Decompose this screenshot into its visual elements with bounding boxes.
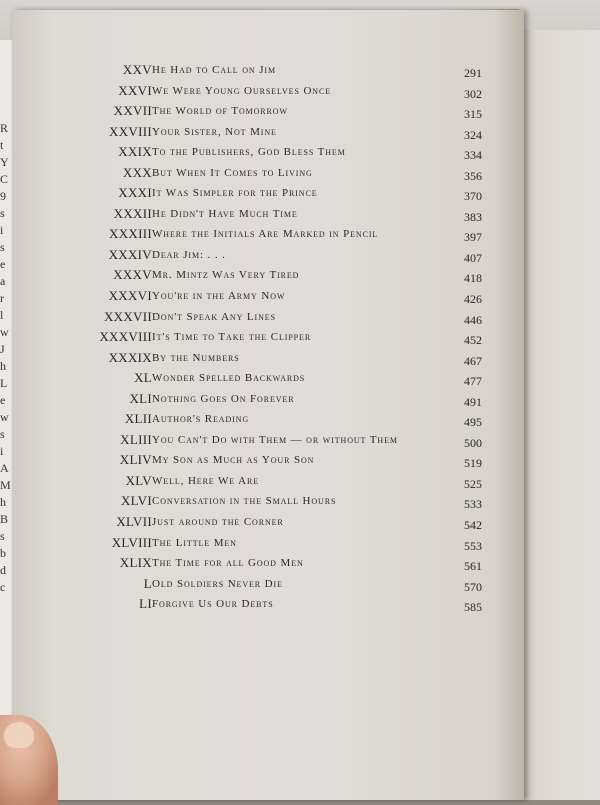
toc-row: [12, 409, 524, 430]
left-edge-glyph: r: [0, 291, 4, 305]
chapter-number: XXXVIII: [99, 329, 152, 345]
chapter-number: XXVI: [118, 82, 152, 98]
chapter-page-number: 533: [464, 497, 482, 512]
chapter-title: Don't Speak Any Lines: [152, 310, 276, 323]
left-edge-glyph: 9: [0, 189, 6, 203]
toc-row: [12, 122, 524, 143]
chapter-title: The Little Men: [152, 536, 237, 549]
left-edge-glyph: w: [0, 410, 9, 424]
left-edge-glyph: L: [0, 376, 8, 390]
chapter-page-number: 500: [464, 435, 482, 450]
chapter-title: It Was Simpler for the Prince: [152, 187, 318, 200]
chapter-page-number: 315: [464, 107, 482, 122]
thumb-nail: [4, 722, 34, 748]
chapter-number: XLIV: [119, 452, 152, 468]
chapter-page-number: 446: [464, 312, 482, 327]
chapter-number: XXV: [122, 62, 152, 77]
toc-row: [12, 553, 524, 574]
chapter-title: By the Numbers: [152, 351, 240, 364]
chapter-page-number: 570: [464, 579, 482, 594]
table-of-contents: [12, 60, 524, 615]
chapter-number: XXXI: [118, 185, 152, 201]
chapter-title: Nothing Goes On Forever: [152, 392, 295, 405]
chapter-title: Wonder Spelled Backwards: [152, 372, 306, 385]
left-edge-glyph: i: [0, 444, 4, 458]
chapter-title: Old Soldiers Never Die: [152, 577, 283, 590]
chapter-title: My Son as Much as Your Son: [152, 454, 315, 467]
chapter-title: But When It Comes to Living: [152, 166, 313, 179]
chapter-title: Well, Here We Are: [152, 474, 260, 487]
chapter-page-number: 452: [464, 333, 482, 348]
toc-row: [12, 307, 524, 328]
chapter-number: XXXVI: [108, 288, 152, 304]
left-edge-glyph: s: [0, 427, 5, 441]
chapter-title: The World of Tomorrow: [152, 105, 288, 118]
chapter-page-number: 291: [464, 66, 482, 80]
chapter-title: Where the Initials Are Marked in Pencil: [152, 228, 379, 241]
chapter-page-number: 302: [464, 86, 482, 101]
chapter-number: XXXIX: [108, 349, 152, 365]
left-edge-glyph: s: [0, 529, 5, 543]
chapter-title: Forgive Us Our Debts: [152, 598, 274, 611]
toc-row: [12, 224, 524, 245]
toc-row: [12, 286, 524, 307]
left-edge-glyph: B: [0, 512, 9, 526]
chapter-page-number: 477: [464, 374, 482, 389]
toc-row: [12, 348, 524, 369]
chapter-number: XXVIII: [109, 123, 152, 139]
toc-row: [12, 533, 524, 554]
toc-row: [12, 512, 524, 533]
chapter-page-number: 495: [464, 415, 482, 430]
chapter-page-number: 525: [464, 476, 482, 491]
left-edge-glyph: R: [0, 121, 9, 135]
left-edge-glyph: l: [0, 308, 4, 322]
chapter-title: We Were Young Ourselves Once: [152, 84, 332, 97]
toc-row: [12, 163, 524, 184]
toc-row: [12, 60, 524, 81]
chapter-number: XLIII: [120, 431, 152, 447]
left-edge-glyph: h: [0, 359, 6, 373]
chapter-number: XXX: [122, 164, 152, 180]
left-edge-glyph: M: [0, 478, 11, 492]
chapter-number: XXXIII: [109, 226, 152, 242]
chapter-number: XLI: [129, 390, 152, 406]
left-edge-glyph: b: [0, 546, 6, 560]
chapter-title: To the Publishers, God Bless Them: [152, 146, 346, 159]
chapter-page-number: 397: [464, 230, 482, 245]
chapter-page-number: 426: [464, 292, 482, 307]
chapter-number: XXVII: [113, 103, 152, 119]
chapter-title: You're in the Army Now: [152, 290, 286, 303]
left-edge-glyph: h: [0, 495, 6, 509]
chapter-number: XXXVII: [103, 308, 152, 324]
left-edge-glyph: C: [0, 172, 9, 186]
chapter-number: XLV: [125, 472, 152, 488]
chapter-page-number: 519: [464, 456, 482, 471]
chapter-page-number: 553: [464, 538, 482, 553]
left-edge-glyph: a: [0, 274, 6, 288]
chapter-page-number: 491: [464, 394, 482, 409]
chapter-page-number: 370: [464, 189, 482, 204]
left-edge-glyph: e: [0, 393, 6, 407]
chapter-page-number: 383: [464, 209, 482, 224]
chapter-page-number: 585: [464, 600, 482, 615]
toc-row: [12, 430, 524, 451]
chapter-page-number: 356: [464, 168, 482, 183]
chapter-title: Mr. Mintz Was Very Tired: [152, 269, 300, 282]
chapter-number: XLVI: [120, 493, 152, 509]
chapter-number: XLII: [124, 411, 152, 427]
toc-row: [12, 471, 524, 492]
chapter-title: The Time for all Good Men: [152, 557, 304, 570]
chapter-number: XXXV: [113, 267, 152, 283]
chapter-page-number: 561: [464, 559, 482, 574]
chapter-number: XXXIV: [108, 246, 152, 262]
toc-row: [12, 142, 524, 163]
left-edge-glyph: e: [0, 257, 6, 271]
toc-row: [12, 183, 524, 204]
chapter-number: XLVII: [116, 514, 152, 530]
toc-row: [12, 327, 524, 348]
chapter-title: He Didn't Have Much Time: [152, 207, 298, 220]
toc-row: [12, 594, 524, 615]
chapter-title: It's Time to Take the Clipper: [152, 331, 312, 344]
chapter-title: Your Sister, Not Mine: [152, 125, 277, 138]
toc-row: [12, 368, 524, 389]
left-edge-glyph: s: [0, 206, 5, 220]
chapter-title: You Can't Do with Them — or without Them: [152, 433, 398, 446]
chapter-number: XLIX: [119, 555, 152, 571]
toc-row: [12, 81, 524, 102]
chapter-number: XXIX: [118, 144, 152, 160]
left-edge-glyph: Y: [0, 155, 9, 169]
toc-page: [12, 10, 524, 800]
toc-row: [12, 265, 524, 286]
background-page-right: [515, 30, 600, 800]
toc-row: [12, 450, 524, 471]
chapter-number: XL: [134, 370, 152, 386]
chapter-title: He Had to Call on Jim: [152, 64, 276, 76]
toc-row: [12, 245, 524, 266]
left-edge-glyph: J: [0, 342, 5, 356]
toc-row: [12, 101, 524, 122]
toc-row: [12, 491, 524, 512]
chapter-page-number: 418: [464, 271, 482, 286]
left-edge-glyph: w: [0, 325, 9, 339]
left-edge-glyph: s: [0, 240, 5, 254]
chapter-page-number: 334: [464, 148, 482, 163]
chapter-title: Conversation in the Small Hours: [152, 495, 337, 508]
chapter-number: LI: [139, 596, 152, 612]
chapter-number: L: [143, 575, 152, 591]
chapter-page-number: 467: [464, 353, 482, 368]
left-edge-glyph: i: [0, 223, 4, 237]
left-edge-glyph: A: [0, 461, 9, 475]
chapter-title: Dear Jim: . . .: [152, 248, 226, 261]
chapter-page-number: 324: [464, 127, 482, 142]
chapter-page-number: 407: [464, 250, 482, 265]
left-edge-glyph: c: [0, 580, 6, 594]
left-edge-glyph: t: [0, 138, 4, 152]
chapter-page-number: 542: [464, 518, 482, 533]
left-edge-glyph: d: [0, 563, 6, 577]
chapter-number: XLVIII: [111, 534, 152, 550]
toc-row: [12, 389, 524, 410]
chapter-number: XXXII: [113, 205, 152, 221]
chapter-title: Just around the Corner: [152, 516, 284, 529]
chapter-title: Author's Reading: [152, 413, 250, 426]
toc-row: [12, 574, 524, 595]
toc-row: [12, 204, 524, 225]
